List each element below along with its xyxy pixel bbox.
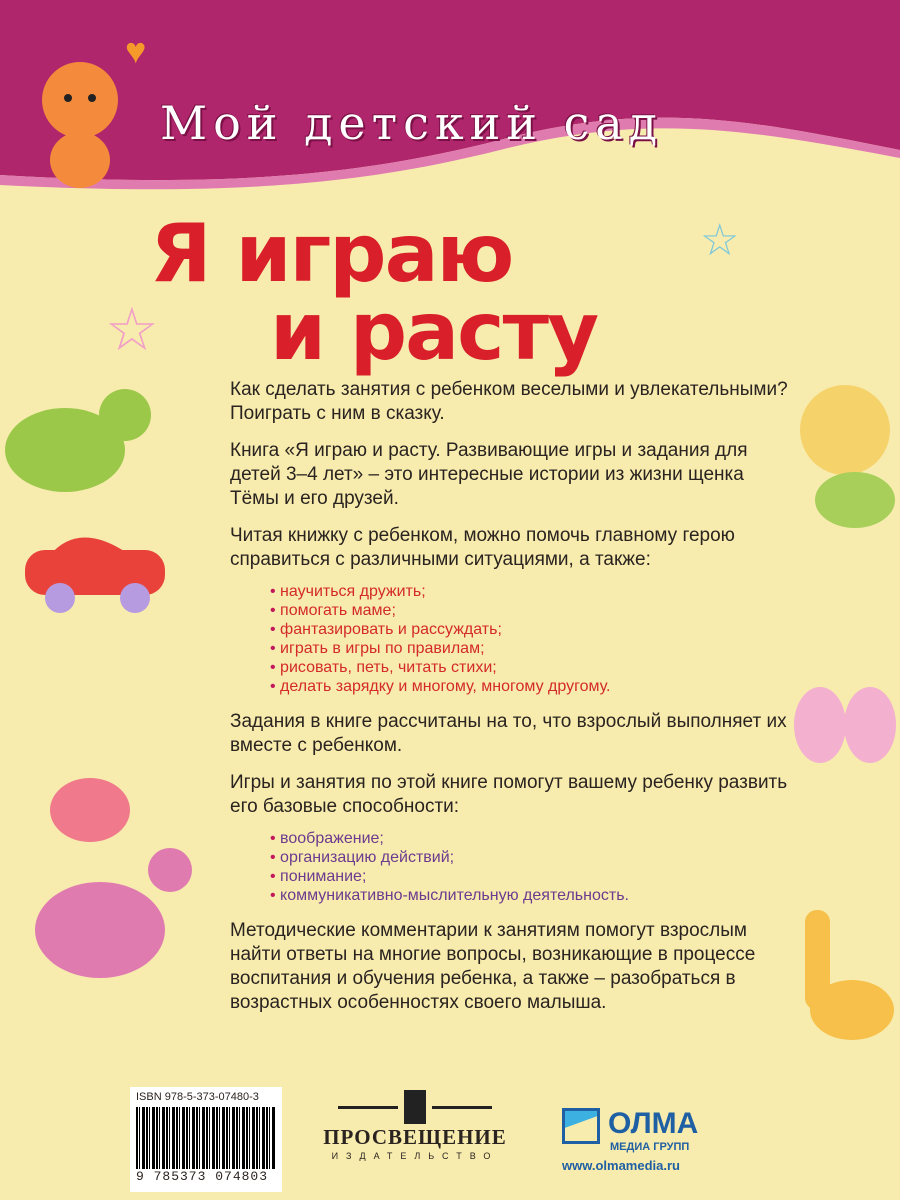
isbn-barcode: [130, 1087, 282, 1192]
paragraph: Игры и занятия по этой книге помогут вашему ребенку развить его базовые способности:: [230, 772, 788, 817]
series-title: Мой детский сад: [160, 96, 664, 150]
olma-sub: МЕДИА ГРУПП: [610, 1141, 690, 1153]
paragraph: Задания в книге рассчитаны на то, что взрослый выполняет их вместе с ребенком.: [230, 711, 787, 756]
heart-icon: ♥: [125, 30, 147, 71]
fish-illustration: [30, 760, 140, 850]
publisher-name: ПРОСВЕЩЕНИЕ: [323, 1125, 507, 1149]
publisher-prosveshchenie: [310, 1090, 520, 1162]
list-item: • понимание;: [270, 867, 790, 886]
description: [230, 378, 790, 1028]
barcode-digits: 9 785373 074803: [136, 1169, 269, 1184]
cat-illustration: [20, 40, 140, 190]
skills-list: [270, 582, 790, 696]
publisher-olma: [562, 1108, 732, 1174]
list-item: • фантазировать и рассуждать;: [270, 620, 790, 639]
paragraph: Методические комментарии к занятиям помогут взрослым найти ответы на многие вопросы, возникающие в процессе воспитания и обучения ребенка, а также – разобраться в возрастных особенностях своего малыша.: [230, 920, 756, 1013]
list-item: • играть в игры по правилам;: [270, 639, 790, 658]
list-item: • воображение;: [270, 829, 790, 848]
paragraph: Читая книжку с ребенком, можно помочь главному герою справиться с различными ситуациями, а также:: [230, 525, 735, 570]
olma-logo-icon: [562, 1108, 600, 1144]
book-title: [150, 207, 598, 378]
puppy-illustration: [790, 375, 900, 535]
list-item: • коммуникативно-мыслительную деятельность.: [270, 886, 790, 905]
giraffe-illustration: [790, 890, 900, 1050]
star-icon: ☆: [105, 296, 159, 363]
prosveshchenie-logo-icon: [310, 1090, 520, 1124]
barcode: [136, 1107, 276, 1169]
car-illustration: [20, 520, 170, 620]
paragraph: Книга «Я играю и расту. Развивающие игры и задания для детей 3–4 лет» – это интересные истории из жизни щенка Тёмы и его друзей.: [230, 440, 748, 509]
olma-url: www.olmamedia.ru: [562, 1158, 680, 1173]
list-item: • научиться дружить;: [270, 582, 790, 601]
paragraph: Как сделать занятия с ребенком веселыми и увлекательными? Поиграть с ним в сказку.: [230, 379, 788, 424]
abilities-list: [270, 829, 790, 905]
star-icon: ☆: [700, 216, 740, 265]
title-line-2: и расту: [270, 285, 598, 378]
list-item: • делать зарядку и многому, многому другому.: [270, 677, 790, 696]
list-item: • рисовать, петь, читать стихи;: [270, 658, 790, 677]
publisher-sub: ИЗДАТЕЛЬСТВО: [331, 1151, 499, 1161]
title-line-1: Я играю: [150, 207, 513, 300]
butterfly-illustration: [790, 680, 900, 780]
list-item: • организацию действий;: [270, 848, 790, 867]
list-item: • помогать маме;: [270, 601, 790, 620]
dinosaur-illustration: [0, 370, 160, 500]
olma-name: ОЛМА: [608, 1107, 699, 1140]
isbn-label: ISBN 978-5-373-07480-3: [136, 1091, 259, 1103]
pink-dinosaur-illustration: [20, 840, 200, 990]
